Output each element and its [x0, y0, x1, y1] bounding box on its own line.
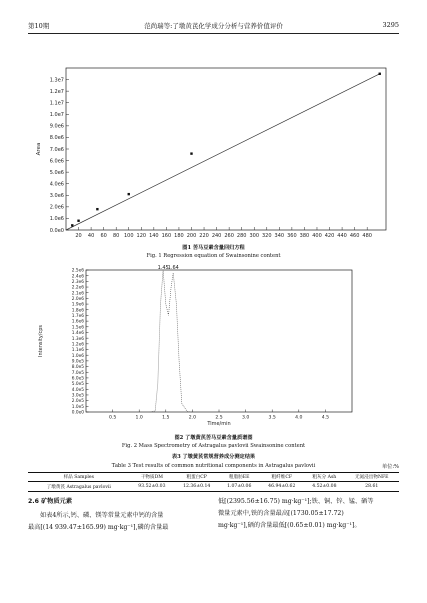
y-tick-label: 8.0e5 [71, 365, 84, 371]
x-tick-label: 2.0 [188, 415, 197, 421]
y-tick-label: 1.3e7 [49, 77, 64, 84]
x-tick-label: 120 [136, 233, 147, 239]
x-tick-label: 0.5 [108, 415, 117, 421]
table-3 [28, 472, 399, 492]
paragraph-left-line: 最高[(14 939.47±165.99) mg·kg⁻¹],磷的含量最 [28, 524, 169, 531]
x-tick-label: 280 [236, 233, 247, 239]
y-tick-label: 1.0e5 [71, 404, 84, 410]
table-3-title-en: Table 3 Test results of common nutritional components in Astragalus pavlovii [111, 463, 316, 469]
x-tick-label: 1.5 [162, 415, 170, 421]
y-tick-label: 1.2e6 [71, 342, 84, 348]
figure-2-mass-spectrum-chart [30, 262, 396, 432]
y-tick-label: 2.1e6 [71, 291, 84, 297]
y-tick-label: 1.8e6 [71, 308, 84, 314]
data-point [190, 152, 192, 154]
table-header-cell: 粗纤维CF [271, 475, 293, 481]
figure-1-caption-cn: 图1 苦马豆素含量回归方程 [182, 245, 245, 251]
spectrum-trace [150, 270, 193, 412]
data-point [71, 224, 73, 226]
y-tick-label: 2.2e6 [71, 285, 84, 291]
table-header-cell: 粗蛋白CP [186, 475, 207, 481]
issue-number: 第10期 [28, 22, 50, 30]
x-tick-label: 300 [249, 233, 260, 239]
x-tick-label: 460 [349, 233, 360, 239]
peak-label: 1.64 [167, 265, 179, 271]
y-tick-label: 4.0e5 [71, 387, 84, 393]
section-heading: 2.6 矿物质元素 [28, 498, 73, 505]
x-tick-label: 40 [87, 233, 95, 239]
table-header-cell: 粗脂肪EE [229, 475, 250, 481]
x-tick-label: 3.5 [268, 415, 276, 421]
paragraph-left-line: 如表4所示,钙、磷、镁等常量元素中钙的含量 [40, 512, 164, 519]
table-header-cell: 粗灰分 Ash [312, 475, 337, 481]
table-cell: 12.36±0.14 [183, 484, 211, 490]
x-tick-label: 240 [211, 233, 222, 239]
x-tick-label: 80 [113, 233, 120, 239]
y-tick-label: 2.4e6 [71, 274, 84, 280]
y-tick-label: 1.1e7 [49, 100, 64, 107]
x-tick-label: 320 [262, 233, 272, 239]
x-tick-label: 480 [362, 233, 372, 239]
table-3-title-cn: 表3 了墩黄芪常规营养成分测定结果 [171, 454, 256, 460]
x-tick-label: 180 [174, 233, 184, 239]
y-tick-label: 3.0e5 [71, 393, 84, 399]
table-header-row [28, 473, 399, 482]
y-tick-label: 6.0e6 [49, 158, 64, 165]
x-tick-label: 400 [312, 233, 322, 239]
figure-1-caption-en: Fig. 1 Regression equation of Swainsonine content [146, 253, 281, 259]
y-tick-label: 6.0e5 [71, 376, 84, 382]
x-tick-label: 2.5 [215, 415, 223, 421]
table-row [28, 482, 399, 491]
table-cell: 4.52±0.08 [312, 484, 337, 490]
y-tick-label: 5.0e6 [49, 169, 64, 176]
y-axis-label: Area [36, 142, 42, 156]
y-tick-label: 1.3e6 [71, 336, 84, 342]
data-point [128, 193, 130, 195]
x-tick-label: 160 [161, 233, 172, 239]
y-tick-label: 1.7e6 [71, 314, 84, 320]
table-header-cell: 样品 Samples [63, 475, 94, 481]
x-tick-label: 20 [75, 233, 82, 239]
x-tick-label: 4.5 [321, 415, 330, 421]
y-tick-label: 2.0e6 [49, 204, 64, 211]
y-tick-label: 2.3e6 [71, 279, 84, 285]
y-tick-label: 8.0e6 [49, 135, 64, 142]
y-tick-label: 1.5e6 [71, 325, 84, 331]
y-tick-label: 1.9e6 [71, 302, 84, 308]
data-point [77, 220, 79, 222]
y-tick-label: 1.4e6 [71, 331, 84, 337]
x-axis-label: Time/min [207, 421, 231, 427]
peak-label: 1.45 [157, 265, 169, 271]
paragraph-right-line: mg·kg⁻¹],硒的含量最低[(0.65±0.01) mg·kg⁻¹]。 [218, 522, 361, 529]
table-header-cell: 干物质DM [140, 475, 163, 481]
paragraph-right-line: 微量元素中,铁的含量最高[(1730.05±17.72) [218, 510, 344, 517]
x-tick-label: 380 [299, 233, 310, 239]
table-cell: 93.52±0.03 [138, 484, 166, 490]
y-tick-label: 1.0e6 [71, 353, 84, 359]
x-tick-label: 1.0 [135, 415, 143, 421]
x-tick-label: 260 [224, 233, 234, 239]
y-tick-label: 7.0e5 [71, 370, 84, 376]
table-cell: 1.07±0.06 [227, 484, 252, 490]
y-tick-label: 1.0e7 [49, 112, 64, 119]
x-tick-label: 3.0 [241, 415, 250, 421]
y-tick-label: 2.0e5 [71, 399, 84, 405]
y-tick-label: 1.1e6 [71, 348, 84, 354]
y-tick-label: 1.0e6 [49, 216, 64, 223]
figure-2-caption-en: Fig. 2 Mass Spectrometry of Astragalus pavlovii Swainsonine content [121, 443, 306, 449]
regression-line [66, 74, 380, 230]
y-tick-label: 0.0e0 [49, 227, 64, 234]
y-tick-label: 4.0e6 [49, 181, 64, 188]
running-title: 范尚瑞等:了墩黄芪化学成分分析与营养价值评价 [144, 22, 283, 30]
data-point [379, 73, 381, 75]
x-tick-label: 440 [337, 233, 347, 239]
x-tick-label: 140 [149, 233, 159, 239]
x-tick-label: 4.0 [295, 415, 303, 421]
plot-frame [66, 68, 386, 230]
header-rule [28, 33, 399, 34]
table-cell: 了墩黄芪 Astragalus pavlovii [46, 484, 111, 490]
figure-1-regression-chart [30, 62, 396, 242]
y-tick-label: 7.0e6 [49, 146, 64, 153]
x-tick-label: 220 [199, 233, 209, 239]
y-tick-label: 1.2e7 [49, 88, 64, 95]
x-tick-label: 360 [287, 233, 297, 239]
table-cell: 28.61 [365, 484, 379, 490]
y-axis-label: Intensity/cps [38, 325, 44, 357]
table-3-unit: 单位:% [381, 464, 399, 470]
y-tick-label: 0.0e0 [71, 410, 84, 416]
figure-2-caption-cn: 图2 了墩黄芪苦马豆素含量质谱图 [174, 435, 253, 441]
page-number: 3295 [382, 21, 399, 29]
x-tick-label: 340 [274, 233, 285, 239]
y-tick-label: 5.0e5 [71, 382, 84, 388]
paragraph-right-line: 低[(2395.56±16.75) mg·kg⁻¹];铁、铜、锌、锰、硒等 [218, 498, 374, 505]
table-header-cell: 无氮浸出物NFE [354, 475, 389, 481]
y-tick-label: 9.0e5 [71, 359, 84, 365]
x-tick-label: 420 [324, 233, 335, 239]
y-tick-label: 2.5e6 [71, 268, 84, 274]
y-tick-label: 1.6e6 [71, 319, 84, 325]
y-tick-label: 3.0e6 [49, 193, 64, 200]
plot-frame [86, 270, 352, 412]
table-cell: 46.94±0.62 [268, 484, 296, 490]
y-tick-label: 2.0e6 [71, 297, 84, 302]
y-tick-label: 9.0e6 [49, 123, 64, 130]
x-tick-label: 100 [123, 233, 134, 239]
x-tick-label: 200 [186, 233, 197, 239]
x-tick-label: 60 [100, 233, 107, 239]
data-point [96, 208, 98, 210]
